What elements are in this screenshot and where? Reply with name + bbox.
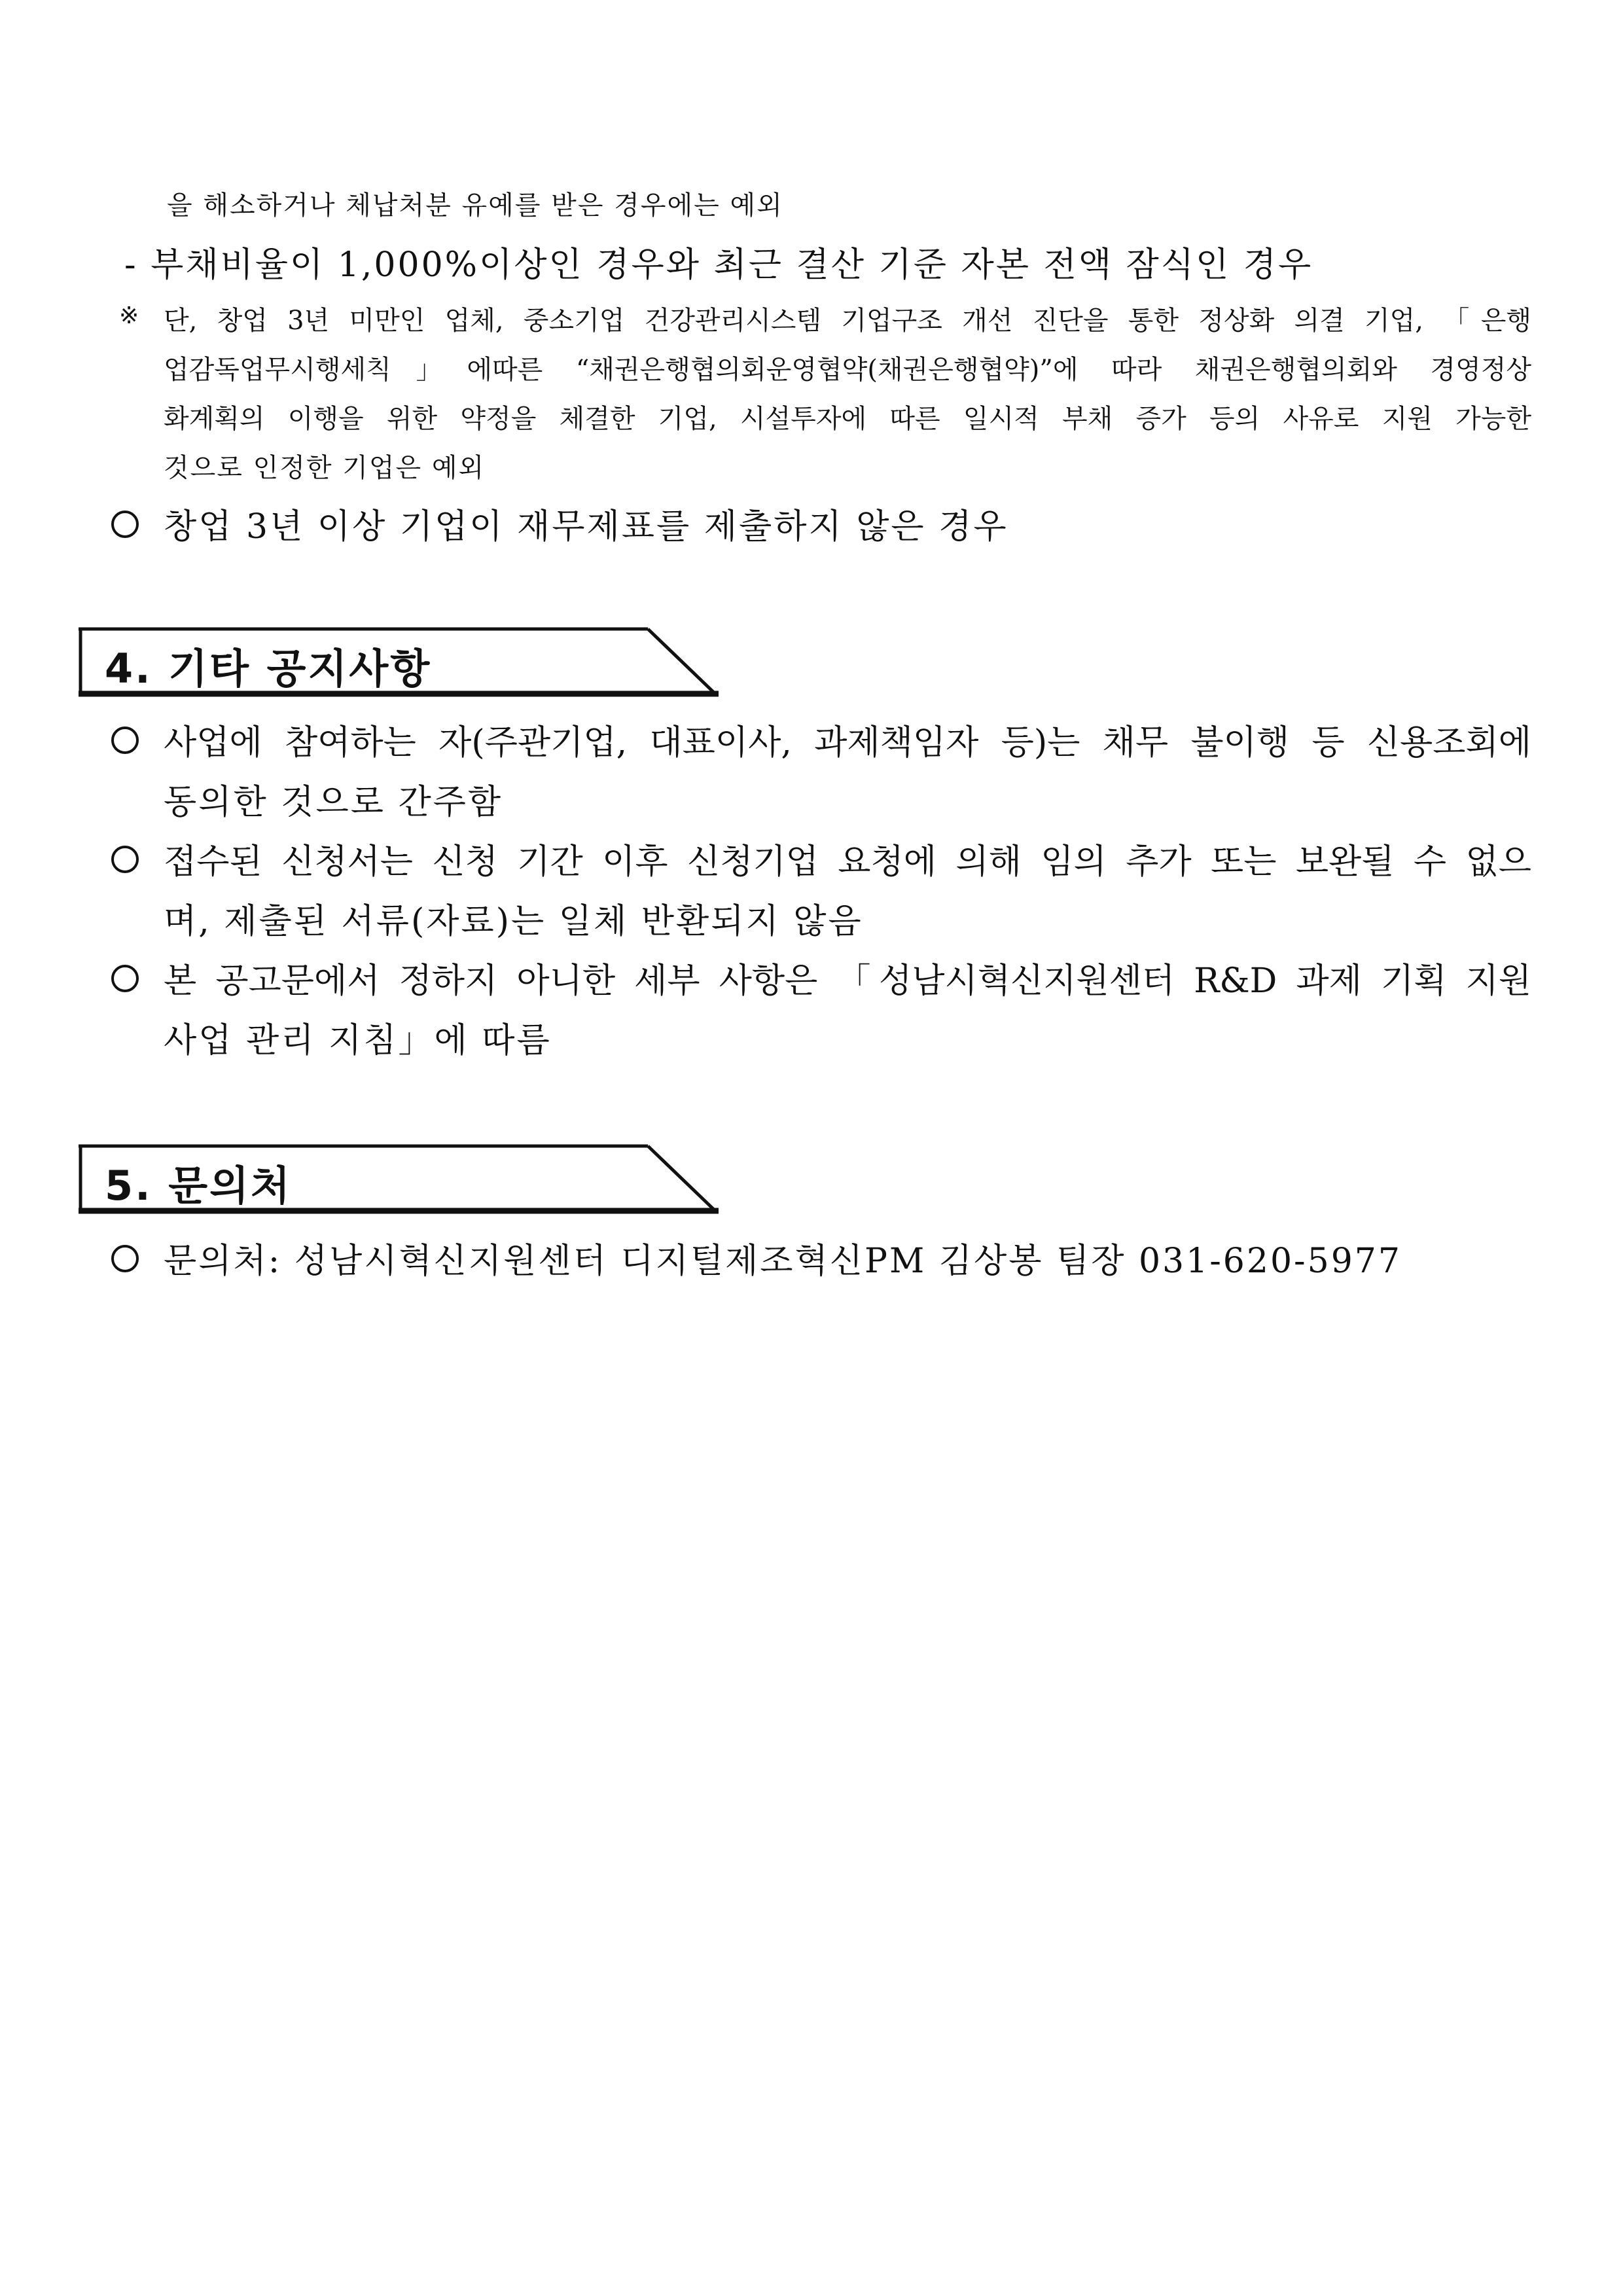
reference-mark: ※ bbox=[119, 302, 139, 329]
notice-item-1-line-1: 사업에 참여하는 자(주관기업, 대표이사, 과제책임자 등)는 채무 불이행 등 신용조회에 bbox=[164, 723, 1531, 762]
section-4-heading bbox=[79, 627, 733, 699]
notice-item-2-line-1: 접수된 신청서는 신청 기간 이후 신청기업 요청에 의해 임의 추가 또는 보완될 수 없으 bbox=[164, 842, 1531, 882]
exception-note-line-4: 것으로 인정한 기업은 예외 bbox=[164, 453, 486, 483]
notice-item-3-line-1: 본 공고문에서 정하지 아니한 세부 사항은 「성남시혁신지원센터 R&D 과제 기획 지원 bbox=[164, 961, 1531, 1001]
bullet-circle-icon bbox=[111, 846, 139, 873]
exception-note-line-3: 화계획의 이행을 위한 약정을 체결한 기업, 시설투자에 따른 일시적 부채 증가 등의 사유로 지원 가능한 bbox=[164, 404, 1531, 434]
continuation-text: 을 해소하거나 체납처분 유예를 받은 경우에는 예외 bbox=[167, 190, 783, 221]
section-5-heading bbox=[79, 1144, 733, 1216]
debt-ratio-condition: - 부채비율이 1,000%이상인 경우와 최근 결산 기준 자본 전액 잠식인 경우 bbox=[124, 245, 1313, 285]
bullet-circle-icon bbox=[111, 726, 139, 754]
exception-note-line-2: 업감독업무시행세칙」에따른 “채권은행협의회운영협약(채권은행협약)”에 따라 채권은행협의회와 경영정상 bbox=[164, 355, 1531, 385]
exception-note-line-1: 단, 창업 3년 미만인 업체, 중소기업 건강관리시스템 기업구조 개선 진단을 통한 정상화 의결 기업, 「은행 bbox=[164, 306, 1531, 336]
contact-info: 문의처: 성남시혁신지원센터 디지털제조혁신PM 김상봉 팀장 031-620-5977 bbox=[164, 1242, 1402, 1281]
notice-item-3-line-2: 사업 관리 지침」에 따름 bbox=[164, 1021, 552, 1060]
section-5-title: 5. 문의처 bbox=[105, 1162, 292, 1210]
notice-item-1-line-2: 동의한 것으로 간주함 bbox=[164, 783, 503, 822]
notice-item-2-line-2: 며, 제출된 서류(자료)는 일체 반환되지 않음 bbox=[164, 902, 863, 941]
section-4-title: 4. 기타 공지사항 bbox=[105, 645, 432, 692]
bullet-circle-icon bbox=[111, 1245, 139, 1272]
financial-statement-item: 창업 3년 이상 기업이 재무제표를 제출하지 않은 경우 bbox=[164, 507, 1008, 547]
bullet-circle-icon bbox=[111, 965, 139, 992]
bullet-circle-icon bbox=[111, 511, 139, 538]
